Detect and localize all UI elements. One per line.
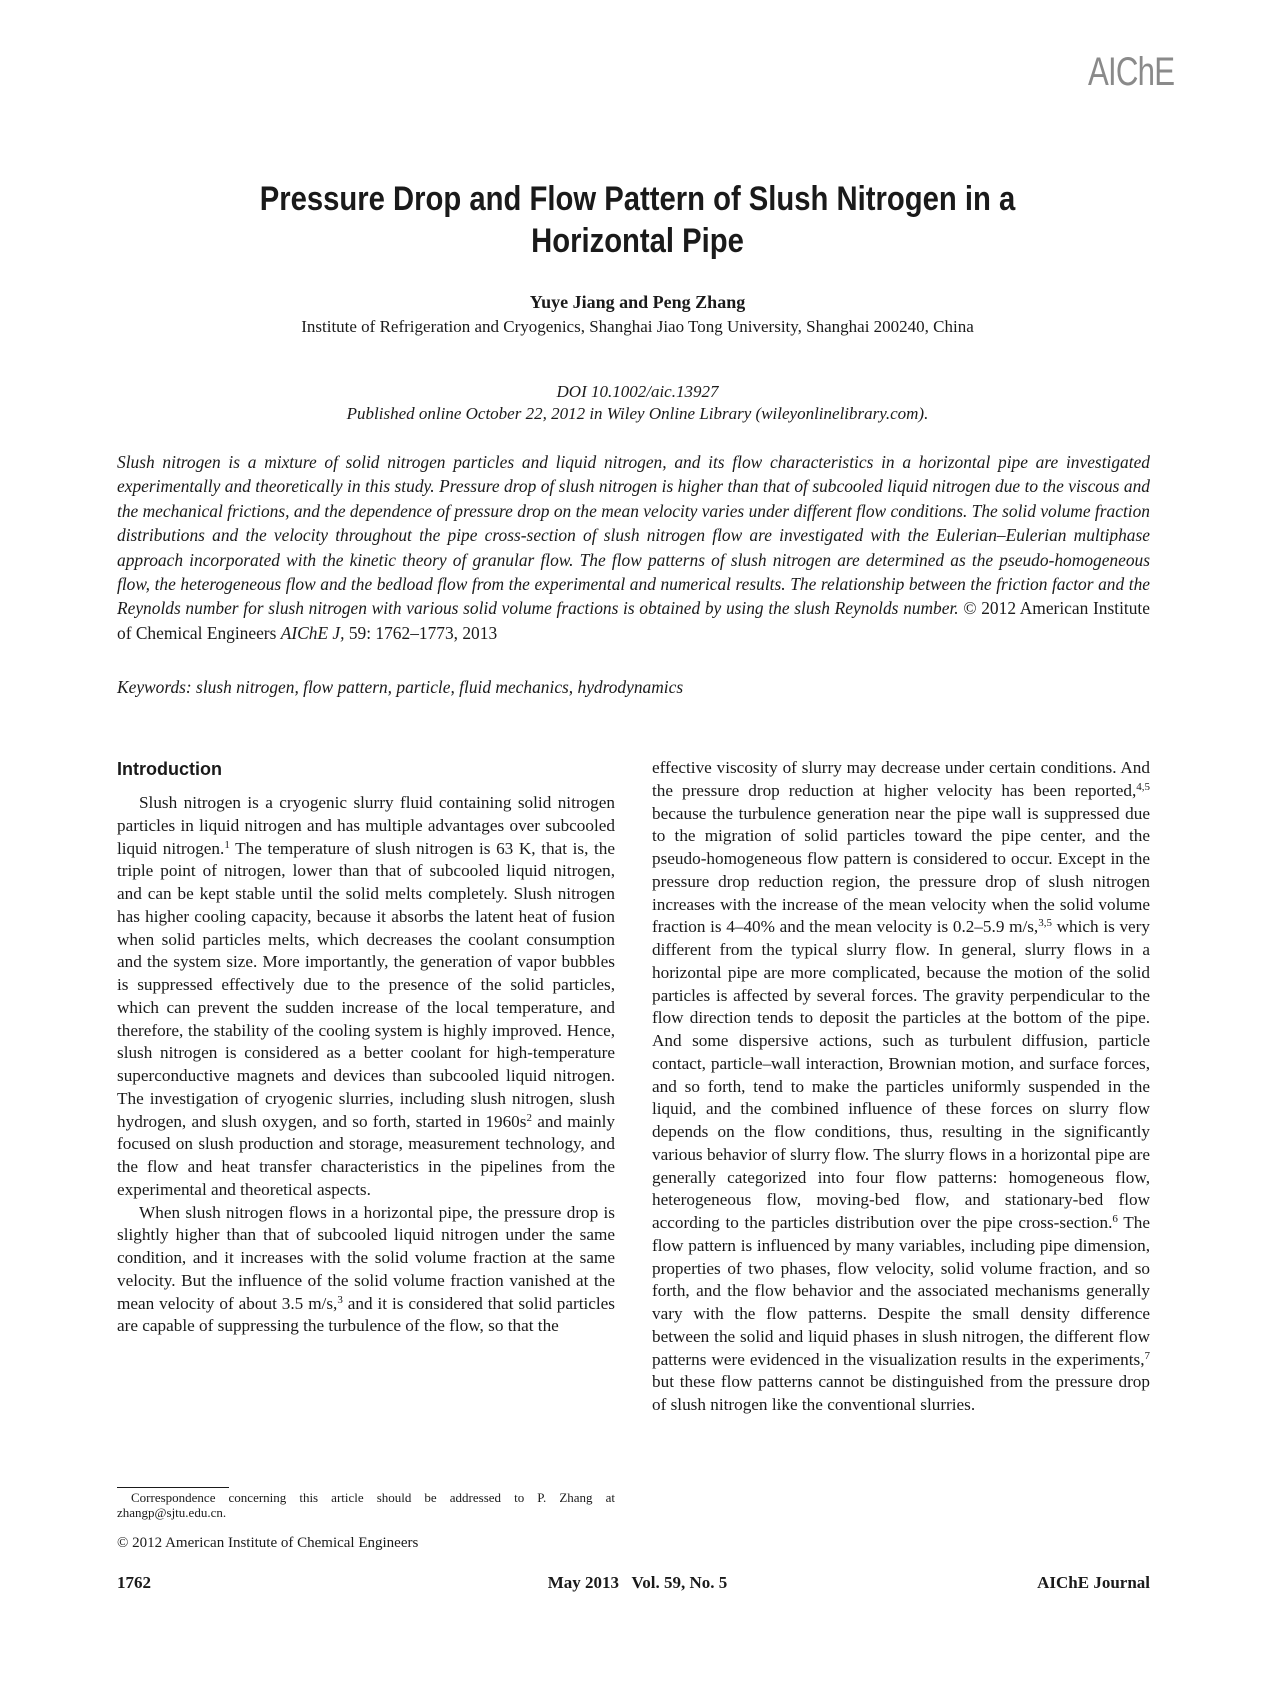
right-column <box>652 757 1150 1417</box>
abstract-journal: AIChE J, <box>280 622 345 643</box>
author-affiliation: Institute of Refrigeration and Cryogenics, Shanghai Jiao Tong University, Shanghai 200240, China <box>301 317 974 336</box>
article-doi: DOI 10.1002/aic.13927 <box>556 382 719 401</box>
journal-name: AIChE Journal <box>1037 1573 1150 1592</box>
paragraph-text: which is very different from the typical slurry flow. In general, slurry flows in a horizontal pipe are more complicated, because the motion of the solid particles is affected by several forces. The gravity perpendicular to the flow direction tends to deposit the particles at the bottom of the pipe. And some dispersive actions, such as turbulent diffusion, particle contact, particle–wall interaction, Brownian motion, and surface forces, and so forth, tend to make the particles uniformly suspended in the liquid, and the combined influence of these forces on slurry flow depends on the flow conditions, thus, resulting in the significantly various behavior of slurry flow. The slurry flows in a horizontal pipe are generally categorized into four flow patterns: homogeneous flow, heterogeneous flow, moving-bed flow, and stationary-bed flow according to the particles distribution over the pipe cross-section. <box>652 917 1150 1232</box>
paragraph-text: and it is considered that solid particles are capable of suppressing the turbulence of the flow, so that the <box>117 1293 615 1336</box>
citation-ref: 3 <box>337 1293 343 1306</box>
keywords: Keywords: slush nitrogen, flow pattern, particle, fluid mechanics, hydrodynamics <box>117 677 684 697</box>
footnote-divider <box>117 1487 229 1488</box>
page-number: 1762 <box>117 1573 151 1592</box>
article-title: Pressure Drop and Flow Pattern of Slush Nitrogen in a Horizontal Pipe <box>259 180 1016 260</box>
abstract-copyright: © 2012 American Institute of Chemical Engineers <box>117 598 1150 643</box>
article-authors: Yuye Jiang and Peng Zhang <box>529 292 746 312</box>
citation-ref: 6 <box>1112 1213 1118 1225</box>
abstract-text: Slush nitrogen is a mixture of solid nitrogen particles and liquid nitrogen, and its flow characteristics in a horizontal pipe are investigated experimentally and theoretically in this study. Pressure drop of slush nitrogen is higher than that of subcooled liquid nitrogen due to the viscous and the mechanical frictions, and the dependence of pressure drop on the mean velocity varies under different flow conditions. The solid volume fraction distributions and the velocity throughout the pipe cross-section of slush nitrogen flow are investigated with the Eulerian–Eulerian multiphase approach incorporated with the kinetic theory of granular flow. The flow patterns of slush nitrogen are determined as the pseudo-homogeneous flow, the heterogeneous flow and the bedload flow from the experimental and numerical results. The relationship between the friction factor and the Reynolds number for slush nitrogen with various solid volume fractions is obtained by using the slush Reynolds number. <box>117 452 1150 619</box>
paragraph-text: The temperature of slush nitrogen is 63 K, that is, the triple point of nitrogen, lower than that of subcooled liquid nitrogen, and can be kept stable until the solid melts completely. Slush nitrogen has higher cooling capacity, because it absorbs the latent heat of fusion when solid particles melts, which decreases the coolant consumption and the system size. More importantly, the generation of vapor bubbles is suppressed effectively due to the presence of the solid particles, which can prevent the sudden increase of the local temperature, and therefore, the stability of the cooling system is highly improved. Hence, slush nitrogen is considered as a better coolant for high-temperature superconductive magnets and devices than subcooled liquid nitrogen. The investigation of cryogenic slurries, including slush nitrogen, slush hydrogen, and slush oxygen, and so forth, started in 1960s <box>117 838 615 1131</box>
correspondence-footnote: Correspondence concerning this article should be addressed to P. Zhang at zhangp@sjtu.edu.cn. <box>117 1490 615 1520</box>
abstract <box>117 450 1150 645</box>
journal-logo: AIChE <box>1088 50 1175 94</box>
issue-info: May 2013 Vol. 59, No. 5 <box>547 1573 728 1592</box>
paragraph-text: and mainly focused on slush production and storage, measurement technology, and the flow and heat transfer characteristics in the pipelines from the experimental and theoretical aspects. <box>117 1111 615 1199</box>
left-column <box>117 758 615 1338</box>
paragraph-text: because the turbulence generation near the pipe wall is suppressed due to the migration of solid particles toward the pipe center, and the pseudo-homogeneous flow pattern is considered to occur. Except in the pressure drop reduction region, the pressure drop of slush nitrogen increases with the increase of the mean velocity when the solid volume fraction is 4–40% and the mean velocity is 0.2–5.9 m/s, <box>652 803 1150 937</box>
citation-ref: 2 <box>526 1111 532 1124</box>
paragraph-text: The flow pattern is influenced by many variables, including pipe dimension, properties of two phases, flow velocity, solid volume fraction, and so forth, and the flow behavior and the associated mechanisms generally vary with the flow patterns. Despite the small density difference between the solid and liquid phases in slush nitrogen, the different flow patterns were evidenced in the visualization results in the experiments, <box>652 1213 1150 1369</box>
paragraph <box>117 792 615 1202</box>
paragraph-text: effective viscosity of slurry may decrease under certain conditions. And the pressure drop reduction at higher velocity has been reported, <box>652 758 1150 800</box>
citation-ref: 1 <box>224 838 230 851</box>
citation-ref: 4,5 <box>1136 780 1150 793</box>
copyright-note: © 2012 American Institute of Chemical Engineers <box>117 1535 419 1551</box>
citation-ref: 7 <box>1144 1349 1150 1362</box>
paragraph-text: Slush nitrogen is a cryogenic slurry fluid containing solid nitrogen particles in liquid nitrogen and has multiple advantages over subcooled liquid nitrogen. <box>117 793 615 858</box>
section-heading-introduction: Introduction <box>117 759 222 779</box>
citation-ref: 3,5 <box>1038 917 1052 930</box>
paragraph-text: but these flow patterns cannot be distinguished from the pressure drop of slush nitrogen like the conventional slurries. <box>652 1372 1150 1414</box>
abstract-citation: 59: 1762–1773, 2013 <box>348 622 498 643</box>
publication-info: Published online October 22, 2012 in Wiley Online Library (wileyonlinelibrary.com). <box>346 404 929 423</box>
paragraph-text: When slush nitrogen flows in a horizontal pipe, the pressure drop is slightly higher than that of subcooled liquid nitrogen under the same condition, and it increases with the solid volume fraction at the same velocity. But the influence of the solid volume fraction vanished at the mean velocity of about 3.5 m/s, <box>117 1202 615 1313</box>
paragraph <box>652 757 1150 1417</box>
paragraph <box>117 1202 615 1339</box>
